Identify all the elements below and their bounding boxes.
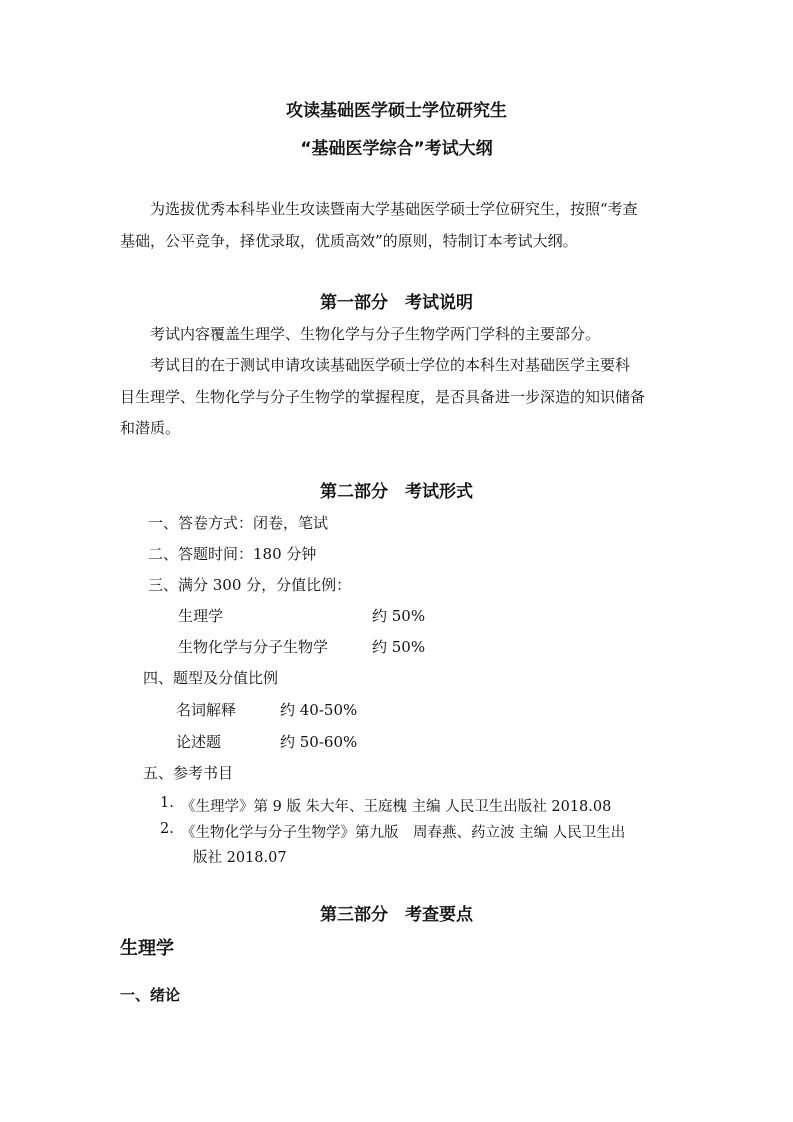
exam-format-item-3: 三、满分 300 分，分值比例：: [148, 576, 352, 594]
score-subject: 生物化学与分子生物学: [178, 638, 329, 656]
document-subtitle: “基础医学综合”考试大纲: [300, 139, 493, 159]
reference-item: 《生理学》第 9 版 朱大年、王庭槐 主编 人民卫生出版社 2018.08: [181, 799, 612, 815]
part1-para1: 考试内容覆盖生理学、生物化学与分子生物学两门学科的主要部分。: [150, 325, 601, 343]
chapter-heading: 一、绪论: [120, 986, 181, 1004]
score-subject: 生理学: [178, 607, 224, 625]
part1-para2-line3: 和潜质。: [120, 419, 181, 437]
reference-item-continued: 版社 2018.07: [193, 850, 287, 866]
subject-heading: 生理学: [120, 938, 174, 959]
question-type-value: 约 40-50%: [280, 701, 358, 719]
part1-para2-line2: 目生理学、生物化学与分子生物学的掌握程度，是否具备进一步深造的知识储备: [120, 388, 646, 406]
score-value: 约 50%: [372, 607, 426, 625]
exam-format-item-5: 五、参考书目: [143, 764, 234, 782]
part1-heading: 第一部分 考试说明: [320, 293, 473, 313]
intro-line-2: 基础，公平竞争，择优录取，优质高效”的原则，特制订本考试大纲。: [120, 232, 578, 250]
part2-heading: 第二部分 考试形式: [320, 482, 473, 502]
intro-line-1: 为选拔优秀本科毕业生攻读暨南大学基础医学硕士学位研究生，按照“考查: [150, 200, 638, 218]
question-type: 论述题: [176, 733, 222, 751]
question-type: 名词解释: [176, 701, 237, 719]
reference-number: 2.: [160, 821, 174, 837]
question-type-value: 约 50-60%: [280, 733, 358, 751]
reference-item: 《生物化学与分子生物学》第九版 周春燕、药立波 主编 人民卫生出: [181, 825, 626, 841]
exam-format-item-2: 二、答题时间：180 分钟: [148, 545, 317, 563]
exam-format-item-4: 四、题型及分值比例: [143, 669, 279, 687]
exam-format-item-1: 一、答卷方式：闭卷，笔试: [148, 514, 329, 532]
reference-number: 1.: [160, 795, 174, 811]
part3-heading: 第三部分 考查要点: [320, 905, 473, 925]
document-title: 攻读基础医学硕士学位研究生: [286, 101, 507, 121]
score-value: 约 50%: [372, 638, 426, 656]
part1-para2-line1: 考试目的在于测试申请攻读基础医学硕士学位的本科生对基础医学主要科: [150, 356, 631, 374]
